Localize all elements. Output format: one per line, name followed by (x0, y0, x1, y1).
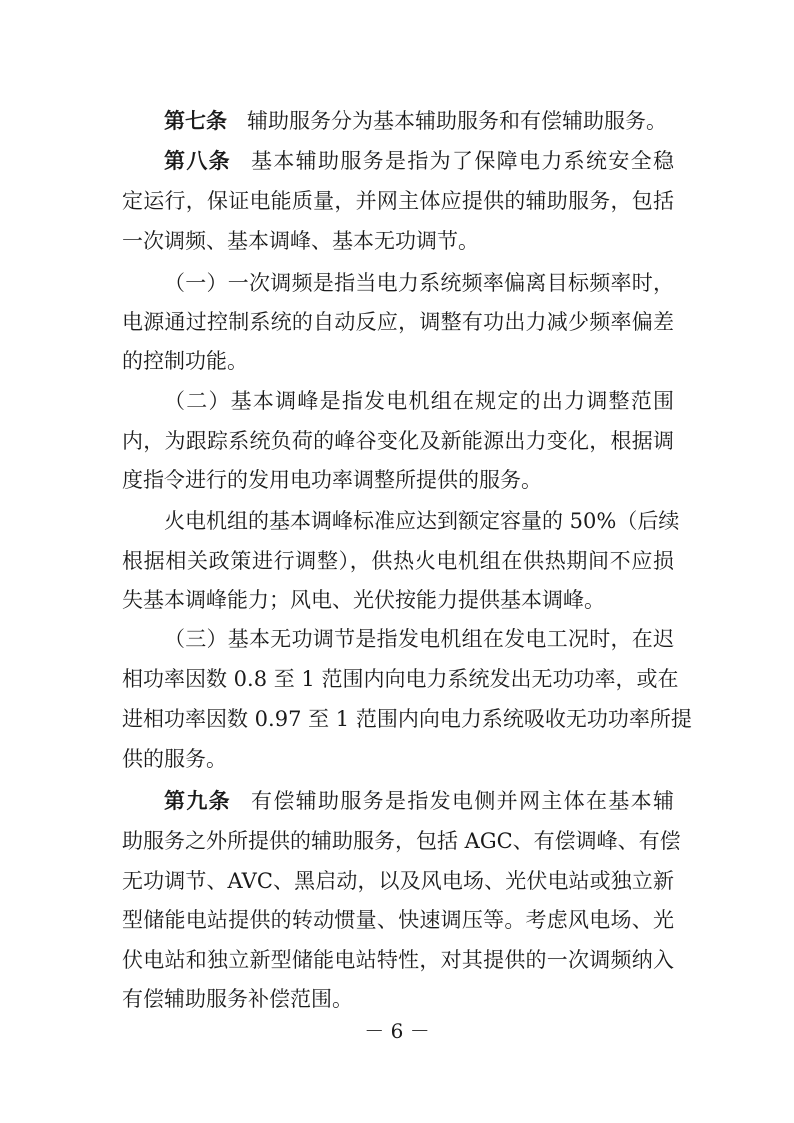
item-2-line-2: 内，为跟踪系统负荷的峰谷变化及新能源出力变化，根据调 (122, 429, 674, 453)
article-9-line-2: 助服务之外所提供的辅助服务，包括 AGC、有偿调峰、有偿 (122, 829, 681, 853)
thermal-line-1: 火电机组的基本调峰标准应达到额定容量的 50%（后续 (164, 509, 680, 533)
item-3-line-4: 供的服务。 (122, 747, 227, 771)
page-number: － 6 － (364, 1019, 430, 1043)
article-9-text: 有偿辅助服务是指发电侧并网主体在基本辅 (251, 789, 674, 813)
article-9-line-5: 伏电站和独立新型储能电站特性，对其提供的一次调频纳入 (122, 948, 674, 972)
article-9-line-1 (164, 781, 674, 821)
item-1-line-3: 的控制功能。 (122, 349, 248, 373)
article-9-line-4: 型储能电站提供的转动惯量、快速调压等。考虑风电场、光 (122, 908, 674, 932)
item-1-line-1: （一）一次调频是指当电力系统频率偏离目标频率时， (164, 271, 674, 295)
item-3-line-3: 进相功率因数 0.97 至 1 范围内向电力系统吸收无功功率所提 (122, 707, 692, 731)
thermal-line-2: 根据相关政策进行调整），供热火电机组在供热期间不应损 (122, 549, 674, 573)
item-3-line-1: （三）基本无功调节是指发电机组在发电工况时，在迟 (164, 627, 674, 651)
item-1-line-2: 电源通过控制系统的自动反应，调整有功出力减少频率偏差 (122, 310, 674, 334)
article-8-line-1 (164, 141, 674, 181)
item-2-line-1: （二）基本调峰是指发电机组在规定的出力调整范围 (164, 389, 674, 413)
article-8-line-3: 一次调频、基本调峰、基本无功调节。 (122, 229, 479, 253)
thermal-line-3: 失基本调峰能力；风电、光伏按能力提供基本调峰。 (122, 588, 605, 612)
article-8-line-2: 定运行，保证电能质量，并网主体应提供的辅助服务，包括 (122, 189, 674, 213)
article-9-line-6: 有偿辅助服务补偿范围。 (122, 987, 353, 1011)
item-3-line-2: 相功率因数 0.8 至 1 范围内向电力系统发出无功功率，或在 (122, 667, 679, 691)
article-7-heading: 第七条 (164, 108, 227, 133)
article-9-heading: 第九条 (164, 788, 231, 813)
article-8-text: 基本辅助服务是指为了保障电力系统安全稳 (251, 149, 674, 173)
item-2-line-3: 度指令进行的发用电功率调整所提供的服务。 (122, 468, 542, 492)
article-9-line-3: 无功调节、AVC、黑启动，以及风电场、光伏电站或独立新 (122, 869, 674, 893)
article-8-heading: 第八条 (164, 148, 231, 173)
article-7-text: 辅助服务分为基本辅助服务和有偿辅助服务。 (247, 109, 667, 133)
article-7-line-1 (164, 101, 674, 141)
